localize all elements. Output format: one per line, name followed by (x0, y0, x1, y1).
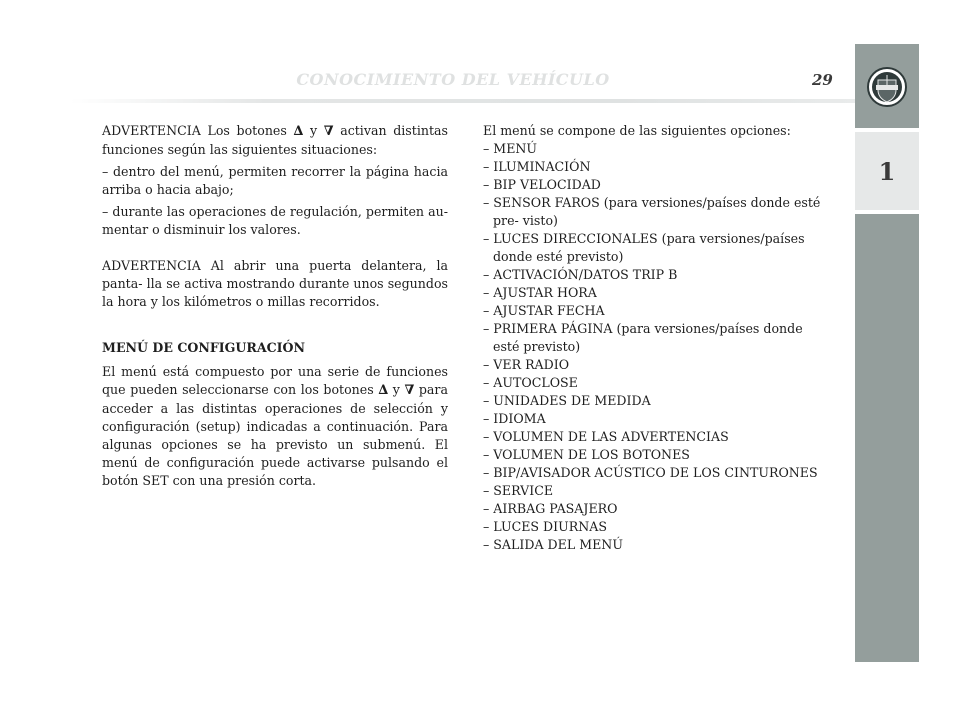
page-number: 29 (812, 71, 833, 89)
list-item: – SERVICE (483, 483, 554, 498)
config-prefix: El menú está compuesto por una serie de funciones que pueden seleccionarse con los botones (102, 364, 448, 397)
warning-door-paragraph: ADVERTENCIA Al abrir una puerta delantera, la panta- lla se activa mostrando durante unos segundos la hora y los kilómetros o millas recorridos. (102, 258, 448, 309)
list-item: – ACTIVACIÓN/DATOS TRIP B (483, 267, 678, 282)
list-item: – BIP/AVISADOR ACÚSTICO DE LOS CINTURONES (483, 465, 818, 480)
down-arrow-icon: ∇ (323, 124, 334, 139)
left-column (102, 122, 448, 494)
warning1-prefix: ADVERTENCIA Los botones (102, 123, 287, 138)
list-item: – UNIDADES DE MEDIDA (483, 393, 651, 408)
list-item: – BIP VELOCIDAD (483, 177, 601, 192)
list-item: – SENSOR FAROS (para versiones/países donde esté pre- visto) (483, 195, 821, 228)
list-item: – AUTOCLOSE (483, 375, 578, 390)
header-rule (70, 99, 855, 103)
menu-options-list (483, 140, 833, 554)
config-menu-paragraph (102, 363, 448, 490)
list-item: – ILUMINACIÓN (483, 159, 591, 174)
side-logo-box (855, 44, 919, 128)
list-item: – VOLUMEN DE LAS ADVERTENCIAS (483, 429, 729, 444)
chapter-side-tab (855, 44, 919, 662)
list-item: – AJUSTAR HORA (483, 285, 597, 300)
conjunction-text: y (392, 382, 400, 397)
menu-intro: El menú se compone de las siguientes opciones: (483, 123, 791, 138)
up-arrow-icon: ∆ (378, 383, 389, 398)
list-item: – PRIMERA PÁGINA (para versiones/países donde esté previsto) (483, 321, 803, 354)
list-item: – IDIOMA (483, 411, 546, 426)
chapter-box (855, 128, 919, 214)
up-arrow-icon: ∆ (293, 124, 304, 139)
bullet-menu-scroll: – dentro del menú, permiten recorrer la página hacia arriba o hacia abajo; (102, 164, 448, 197)
list-item: – LUCES DIURNAS (483, 519, 607, 534)
list-item: – SALIDA DEL MENÚ (483, 537, 623, 552)
page-header-title: CONOCIMIENTO DEL VEHÍCULO (296, 70, 610, 89)
config-suffix: para acceder a las distintas operaciones de selección y configuración (setup) indicadas a continuación. Para algunas opciones se ha previsto un submenú. El menú de configuración puede activarse pulsando el botón SET con una presión corta. (102, 382, 448, 488)
lancia-shield-icon (867, 66, 907, 108)
down-arrow-icon: ∇ (404, 383, 415, 398)
bullet-adjust-values: – durante las operaciones de regulación, permiten au- mentar o disminuir los valores. (102, 204, 448, 237)
list-item: – MENÚ (483, 141, 538, 156)
list-item: – AIRBAG PASAJERO (483, 501, 618, 516)
list-item: – VOLUMEN DE LOS BOTONES (483, 447, 690, 462)
list-item: – LUCES DIRECCIONALES (para versiones/países donde esté previsto) (483, 231, 805, 264)
spacer (102, 243, 448, 257)
chapter-number: 1 (878, 156, 896, 186)
list-item: – AJUSTAR FECHA (483, 303, 605, 318)
right-column (483, 122, 833, 554)
section-heading: MENÚ DE CONFIGURACIÓN (102, 340, 306, 355)
list-item: – VER RADIO (483, 357, 570, 372)
warning-buttons-paragraph (102, 122, 448, 159)
conjunction-text: y (309, 123, 318, 138)
warning1-suffix: activan distintas funciones según las siguientes situaciones: (102, 123, 448, 157)
spacer (102, 315, 448, 339)
